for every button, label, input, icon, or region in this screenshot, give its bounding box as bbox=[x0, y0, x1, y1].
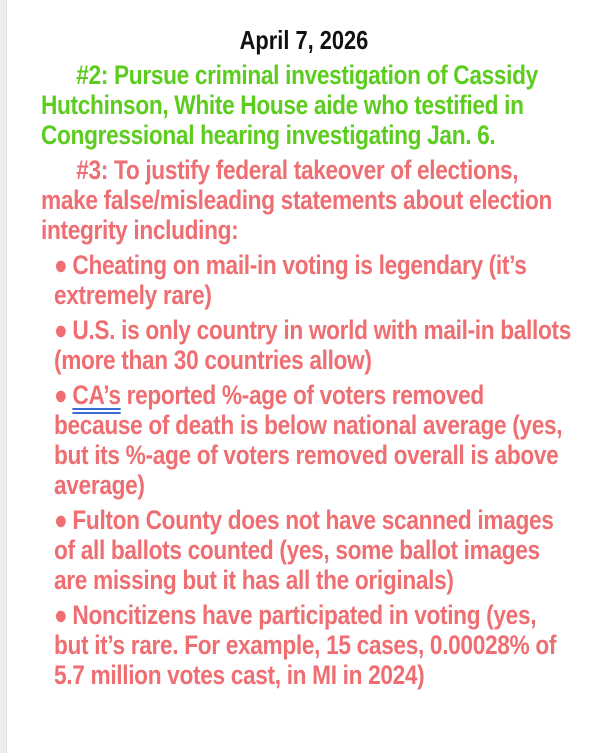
bullet-text: Cheating on mail-in voting is legendary (it’s extremely rare) bbox=[54, 250, 527, 310]
item-3-paragraph bbox=[41, 155, 562, 245]
item-2-text: #2: Pursue criminal investigation of Cassidy Hutchinson, White House aide who testified in Congressional hearing investigating Jan. 6. bbox=[41, 60, 538, 150]
bullet-text: Fulton County does not have scanned images of all ballots counted (yes, some ballot images are missing but it has all the originals) bbox=[54, 505, 554, 595]
document-page bbox=[6, 0, 600, 753]
item-3-text: #3: To justify federal takeover of elections, make false/misleading statements about election integrity including: bbox=[41, 155, 553, 245]
bullet-text: Noncitizens have participated in voting (yes, but it’s rare. For example, 15 cases, 0.00028% of 5.7 million votes cast, in MI in 2024) bbox=[54, 600, 557, 690]
bullet-icon: ● bbox=[54, 505, 68, 535]
bullet-icon: ● bbox=[54, 600, 68, 630]
bullet-list bbox=[54, 250, 575, 695]
bullet-icon: ● bbox=[54, 380, 68, 410]
date-heading: April 7, 2026 bbox=[239, 25, 369, 55]
bullet-text: U.S. is only country in world with mail-in ballots (more than 30 countries allow) bbox=[54, 315, 572, 375]
bullet-icon: ● bbox=[54, 315, 68, 345]
bullet-item-2 bbox=[54, 315, 575, 375]
bullet-item-5 bbox=[54, 600, 575, 690]
bullet-icon: ● bbox=[54, 250, 68, 280]
bullet-item-4 bbox=[54, 505, 575, 595]
spellcheck-underlined-word[interactable]: CA’s bbox=[72, 380, 121, 410]
item-2-paragraph bbox=[41, 60, 562, 150]
bullet-item-3 bbox=[54, 380, 575, 500]
bullet-text: reported %-age of voters removed because of death is below national average (yes, but its %-age of voters removed overall is above average) bbox=[54, 380, 563, 500]
bullet-item-1 bbox=[54, 250, 575, 310]
